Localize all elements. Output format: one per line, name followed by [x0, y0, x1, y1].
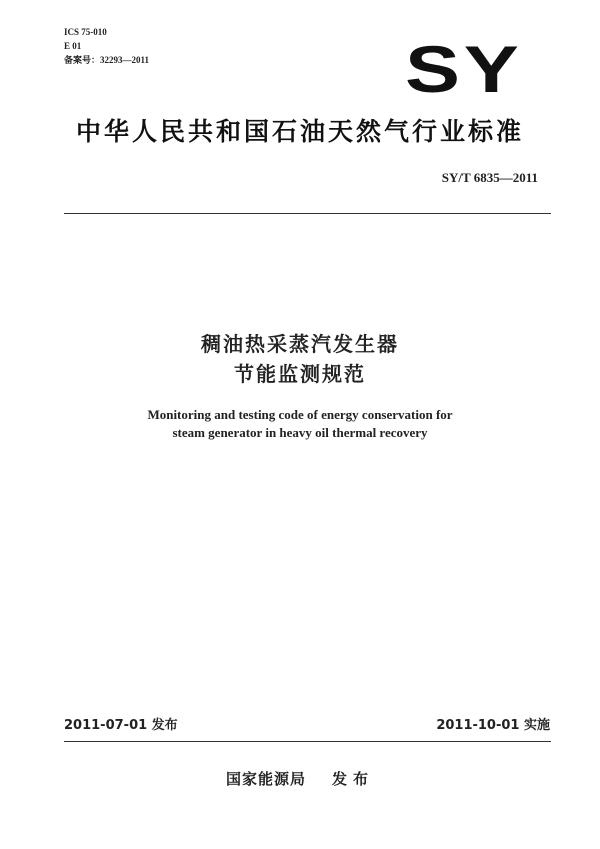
- title-chinese-line-2: 节能监测规范: [234, 362, 366, 386]
- title-chinese-line-1: 稠油热采蒸汽发生器: [201, 332, 399, 356]
- issuer-line: [0, 768, 600, 789]
- record-number: 备案号：32293—2011: [64, 55, 150, 65]
- title-english-line-2: steam generator in heavy oil thermal recovery: [172, 425, 428, 440]
- implementation-date: 2011-10-01 实施: [436, 718, 550, 733]
- ics-code: ICS 75-010: [64, 27, 107, 37]
- issuer-name: 国家能源局: [225, 770, 306, 788]
- classification-code: E 01: [64, 41, 82, 51]
- standard-type-heading: 中华人民共和国石油天然气行业标准: [75, 117, 524, 146]
- bottom-divider: [64, 741, 551, 742]
- title-english-line-1: Monitoring and testing code of energy conservation for: [147, 407, 453, 422]
- sy-logo: SY: [405, 32, 523, 106]
- issuer-action: 发布: [332, 770, 375, 788]
- standard-number: SY/T 6835—2011: [441, 170, 538, 185]
- issue-date: 2011-07-01 发布: [64, 718, 178, 733]
- top-divider: [64, 213, 551, 214]
